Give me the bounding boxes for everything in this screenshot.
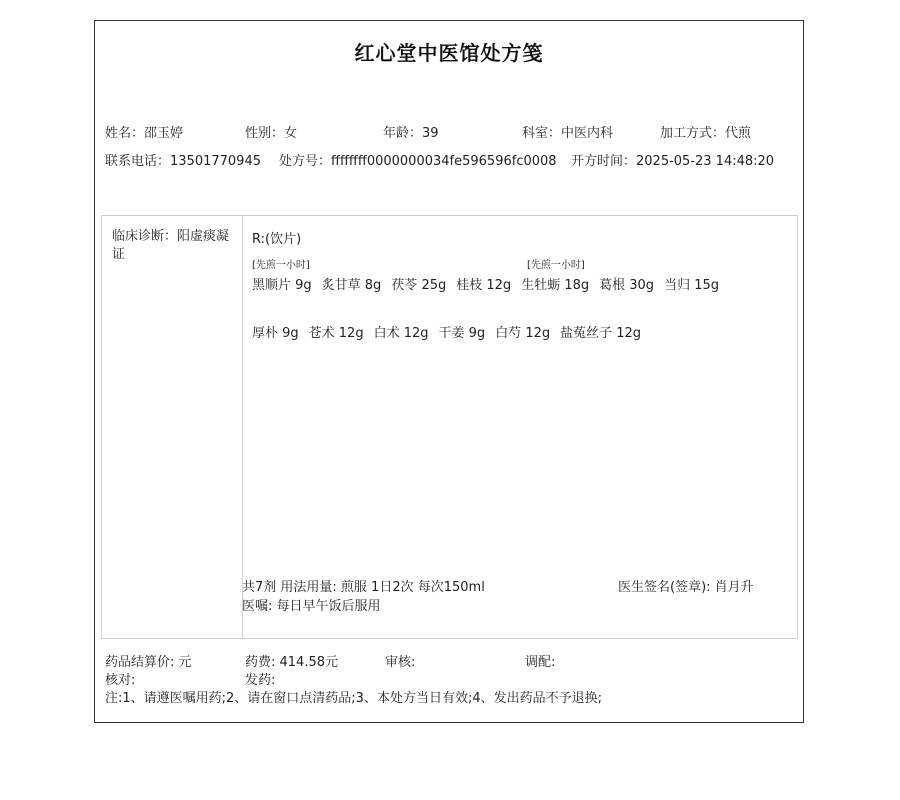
herb-item: 盐菟丝子 12g	[560, 326, 642, 341]
check-field: 核对:	[105, 673, 136, 688]
doctor-advice: 医嘱: 每日早午饭后服用	[242, 599, 381, 614]
herb-item: 桂枝 12g	[456, 278, 512, 293]
patient-name: 姓名：邵玉婷	[105, 126, 184, 141]
contact-phone: 联系电话：13501770945	[105, 154, 261, 169]
herb-row-1	[252, 274, 719, 293]
drug-settlement-price: 药品结算价: 元	[105, 655, 192, 670]
herb-item: 生牡蛎 18g	[521, 278, 590, 293]
prescription-body	[101, 215, 798, 639]
herb-item: 白术 12g	[373, 326, 429, 341]
prescription-number: 处方号：ffffffff0000000034fe596596fc0008	[279, 154, 557, 169]
doctor-signature: 医生签名(签章): 肖月升	[618, 580, 754, 595]
herb-note: [先煎一小时]	[527, 260, 585, 271]
issue-field: 发药:	[245, 673, 276, 688]
herb-item: 苍术 12g	[308, 326, 364, 341]
herb-item: 白芍 12g	[495, 326, 551, 341]
prescription-sheet	[94, 20, 804, 723]
patient-age: 年龄：39	[383, 126, 439, 141]
herb-note: [先煎一小时]	[252, 260, 310, 271]
column-divider	[242, 216, 243, 638]
herb-row-2	[252, 322, 641, 341]
dispense-field: 调配:	[525, 655, 556, 670]
herb-item: 茯苓 25g	[391, 278, 447, 293]
herb-item: 黑顺片 9g	[252, 278, 312, 293]
clinical-diagnosis: 临床诊断：阳虚痰凝证	[112, 229, 230, 262]
rx-label: R:(饮片)	[252, 232, 302, 247]
usage-dosage: 共7剂 用法用量: 煎服 1日2次 每次150ml	[242, 580, 485, 595]
processing-method: 加工方式：代煎	[660, 126, 752, 141]
herb-item: 炙甘草 8g	[321, 278, 382, 293]
herb-item: 厚朴 9g	[252, 326, 299, 341]
footer-note: 注:1、请遵医嘱用药;2、请在窗口点清药品;3、本处方当日有效;4、发出药品不予退换;	[105, 691, 602, 706]
review-field: 审核:	[385, 655, 416, 670]
herb-item: 葛根 30g	[599, 278, 655, 293]
herb-item: 当归 15g	[664, 278, 719, 293]
department: 科室：中医内科	[522, 126, 614, 141]
document-title: 红心堂中医馆处方笺	[354, 41, 544, 65]
herb-item: 干姜 9g	[438, 326, 486, 341]
drug-fee: 药费: 414.58元	[245, 655, 338, 670]
patient-gender: 性别：女	[245, 126, 298, 141]
prescription-time: 开方时间：2025-05-23 14:48:20	[571, 154, 775, 169]
